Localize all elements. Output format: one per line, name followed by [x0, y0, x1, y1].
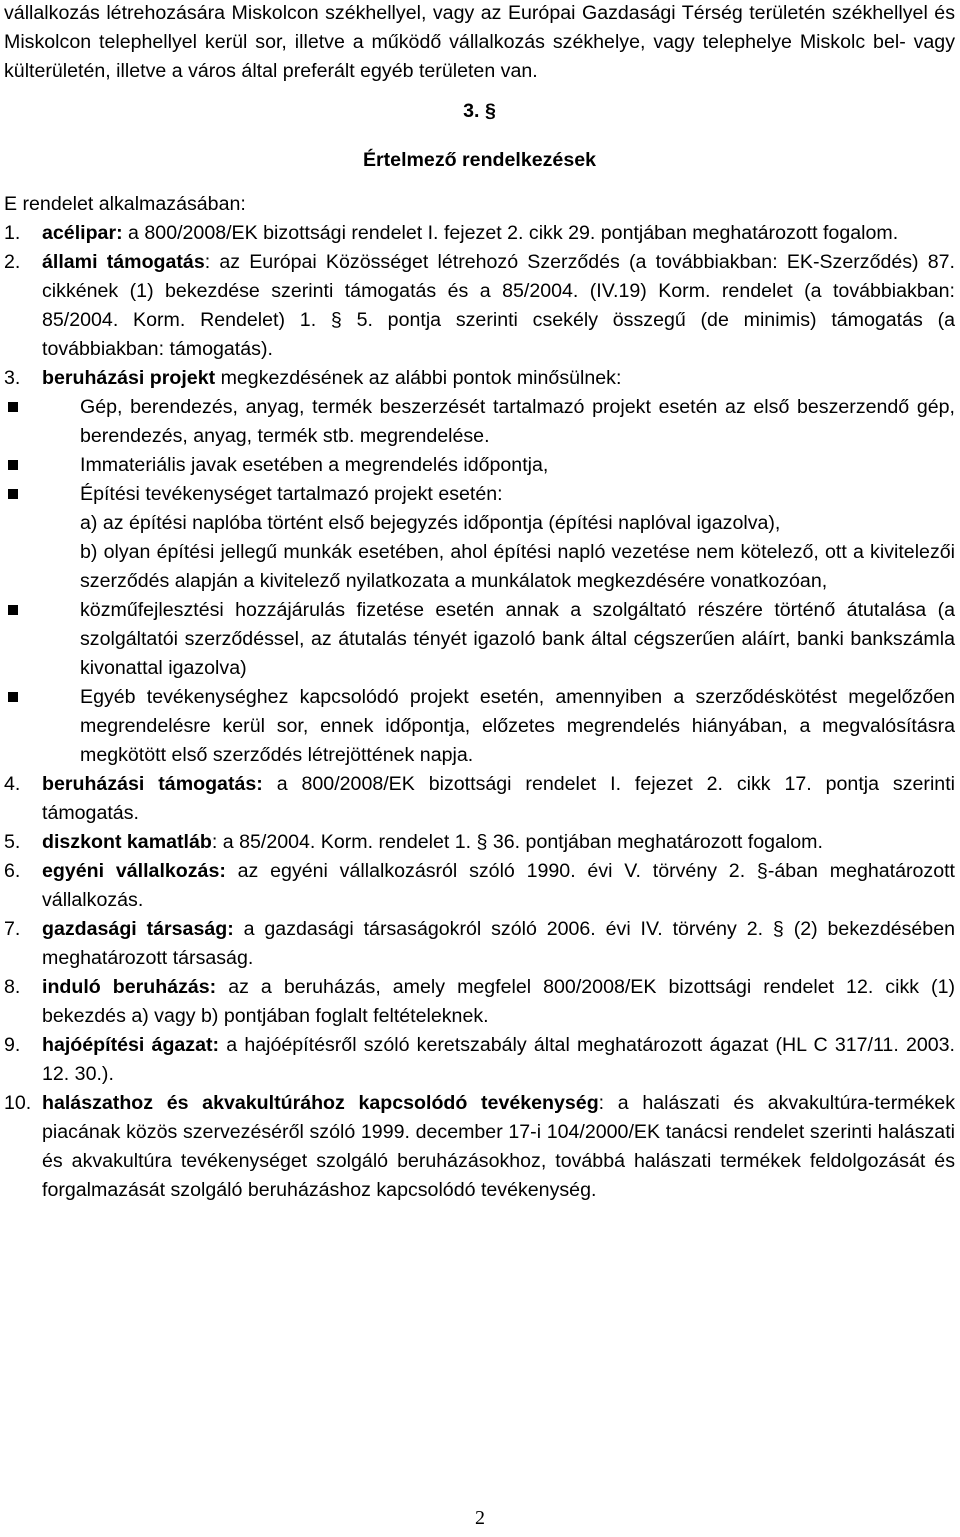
definition-item-5: [4, 828, 955, 857]
item-text: megkezdésének az alábbi pontok minősülnek:: [215, 367, 622, 389]
definition-item-2: [4, 248, 955, 364]
item-text: : a halászati és akvakultúra-termékek piacának közös szervezéséről szóló 1999. december 17-i 104/2000/EK tanácsi rendelet szerinti halászati és akvakultúra tevékenységet szolgáló beruházásokhoz, továbbá halászati termékek feldolgozását és forgalmazását szolgáló beruházáshoz kapcsolódó tevékenység.: [42, 1092, 955, 1201]
definition-item-10: [4, 1089, 955, 1205]
square-bullet-icon: [8, 402, 18, 412]
item-number: 8.: [4, 976, 21, 998]
definition-item-8: [4, 973, 955, 1031]
item-term: halászathoz és akvakultúrához kapcsolódó tevékenység: [42, 1092, 599, 1114]
sub-item-b: [4, 538, 955, 596]
item-term: diszkont kamatláb: [42, 831, 212, 853]
sub-item-text: a) az építési naplóba történt első bejegyzés időpontja (építési naplóval igazolva),: [80, 512, 781, 534]
definition-item-4: [4, 770, 955, 828]
bullet-text: Gép, berendezés, anyag, termék beszerzését tartalmazó projekt esetén az első beszerzendő gép, berendezés, anyag, termék stb. megrendelése.: [80, 396, 955, 447]
item-number: 3.: [4, 367, 21, 389]
square-bullet-icon: [8, 605, 18, 615]
item-text: : az Európai Közösséget létrehozó Szerződés (a továbbiakban: EK-Szerződés) 87. cikkének (1) bekezdése szerinti támogatás és a 85/2004. (IV.19) Korm. rendelet (a továbbiakban: 85/2004. Korm. Rendelet) 1. § 5. pontja szerinti csekély összegű (de minimis) támogatás (a továbbiakban: támogatás).: [42, 251, 955, 360]
bullet-text: Immateriális javak esetében a megrendelés időpontja,: [80, 454, 549, 476]
bullet-item: [4, 393, 955, 451]
item-number: 5.: [4, 831, 21, 853]
item-term: egyéni vállalkozás:: [42, 860, 226, 882]
item-number: 7.: [4, 918, 21, 940]
item-text: az egyéni vállalkozásról szóló 1990. évi V. törvény 2. §-ában meghatározott vállalkozás.: [42, 860, 955, 911]
lead-text: E rendelet alkalmazásában:: [4, 193, 246, 215]
item-text: a hajóépítésről szóló keretszabály által meghatározott ágazat (HL C 317/11. 2003. 12. 30.).: [42, 1034, 955, 1085]
item-text: a 800/2008/EK bizottsági rendelet I. fejezet 2. cikk 29. pontjában meghatározott fogalom.: [122, 222, 899, 244]
sub-item-a: [4, 509, 955, 538]
bullet-text: Egyéb tevékenységhez kapcsolódó projekt esetén, amennyiben a szerződéskötést megelőzően megrendelésre kerül sor, ennek időpontja, előzetes megrendelés hiányában, a megvalósításra megkötött első szerződés létrejöttének napja.: [80, 686, 955, 766]
item-text: a 800/2008/EK bizottsági rendelet I. fejezet 2. cikk 17. pontja szerinti támogatás.: [42, 773, 955, 824]
item-term: induló beruházás:: [42, 976, 217, 998]
section-title: Értelmező rendelkezések: [362, 149, 597, 171]
definition-item-7: [4, 915, 955, 973]
square-bullet-icon: [8, 692, 18, 702]
item-text: : a 85/2004. Korm. rendelet 1. § 36. pontjában meghatározott fogalom.: [211, 831, 823, 853]
bullet-item: [4, 596, 955, 683]
bullet-item: [4, 683, 955, 770]
item-term: beruházási projekt: [42, 367, 216, 389]
bullet-text: Építési tevékenységet tartalmazó projekt esetén:: [80, 483, 503, 505]
definition-item-3: [4, 364, 955, 393]
item-term: gazdasági társaság:: [42, 918, 234, 940]
section-number: 3. §: [463, 100, 496, 122]
page-number: 2: [475, 1507, 485, 1529]
sub-item-text: b) olyan építési jellegű munkák esetében, ahol építési napló vezetése nem kötelező, ott a kivitelezői szerződés alapján a kivitelező nyilatkozata a munkálatok megkezdésére vonatkozóan,: [80, 541, 955, 592]
item-term: hajóépítési ágazat:: [42, 1034, 220, 1056]
item-number: 1.: [4, 222, 21, 244]
item-term: beruházási támogatás:: [42, 773, 263, 795]
intro-paragraph: vállalkozás létrehozására Miskolcon székhellyel, vagy az Európai Gazdasági Térség területén székhellyel és Miskolcon telephellyel kerül sor, illetve a működő vállalkozás székhelye, vagy telephelye Miskolc bel- vagy külterületén, illetve a város által preferált egyéb területen van.: [4, 2, 955, 82]
bullet-item: [4, 480, 955, 509]
item-text: az a beruházás, amely megfelel 800/2008/EK bizottsági rendelet 12. cikk (1) bekezdés a) vagy b) pontjában foglalt feltételeknek.: [42, 976, 955, 1027]
square-bullet-icon: [8, 489, 18, 499]
item-term: állami támogatás: [42, 251, 205, 273]
item-number: 9.: [4, 1034, 21, 1056]
bullet-item: [4, 451, 955, 480]
item-number: 4.: [4, 773, 21, 795]
definition-item-1: [4, 219, 955, 248]
item-number: 2.: [4, 251, 21, 273]
item-number: 6.: [4, 860, 21, 882]
bullet-text: közműfejlesztési hozzájárulás fizetése esetén annak a szolgáltató részére történő átutalása (a szolgáltatói szerződéssel, az átutalás tényét igazoló bank által cégszerűen aláírt, banki bankszámla kivonattal igazolva): [80, 599, 955, 679]
item-text: a gazdasági társaságokról szóló 2006. évi IV. törvény 2. § (2) bekezdésében meghatározott társaság.: [42, 918, 955, 969]
square-bullet-icon: [8, 460, 18, 470]
item-number: 10.: [4, 1092, 32, 1114]
definition-item-9: [4, 1031, 955, 1089]
definition-item-6: [4, 857, 955, 915]
item-term: acélipar:: [42, 222, 123, 244]
